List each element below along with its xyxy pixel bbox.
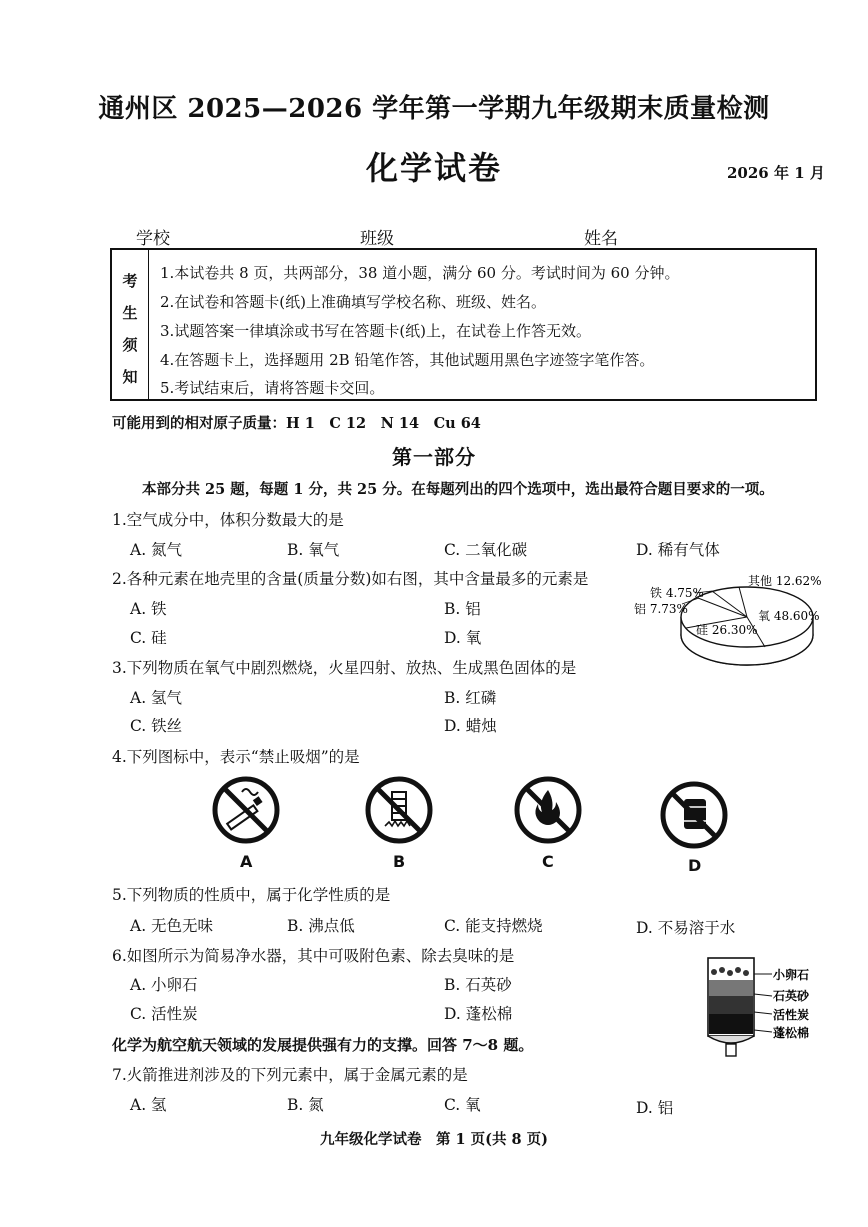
pie-label-iron: 铁 4.75% [650,586,704,600]
no-open-flame-sign-icon[interactable] [514,776,582,844]
q7-option-c[interactable]: C. 氧 [444,1096,481,1114]
exam-subtitle: 化学试卷 [365,149,502,187]
no-smoking-sign-icon[interactable] [212,776,280,844]
question-4-stem: 4.下列图标中，表示“禁止吸烟”的是 [112,748,360,766]
q4-option-b[interactable]: B [393,852,406,871]
q6-option-b[interactable]: B. 石英砂 [444,976,512,994]
question-3-stem: 3.下列物质在氧气中剧烈燃烧，火星四射、放热、生成黑色固体的是 [112,659,577,677]
exam-title: 通州区 2025—2026 学年第一学期九年级期末质量检测 [98,94,770,124]
page-footer: 九年级化学试卷 第 1 页(共 8 页) [319,1131,549,1148]
q4-option-d[interactable]: D [688,856,702,875]
filter-label-activated-carbon: 活性炭 [773,1008,810,1022]
name-line [620,230,788,249]
school-label: 学校 [136,229,170,249]
q6-option-d[interactable]: D. 蓬松棉 [444,1005,513,1023]
school-field[interactable] [136,224,342,249]
notice-box [110,248,817,401]
notice-side-char: 生 [122,304,138,322]
q7-option-d[interactable]: D. 铝 [636,1099,674,1117]
question-5-stem: 5.下列物质的性质中，属于化学性质的是 [112,886,391,904]
q4-option-a[interactable]: A [240,852,253,871]
filter-label-quartz-sand: 石英砂 [773,989,810,1003]
notice-item: 4.在答题卡上，选择题用 2B 铅笔作答，其他试题用黑色字迹签字笔作答。 [160,351,655,369]
q5-option-a[interactable]: A. 无色无味 [130,917,214,935]
notice-item: 5.考试结束后，请将答题卡交回。 [160,379,385,397]
q1-option-d[interactable]: D. 稀有气体 [636,541,720,559]
pie-label-silicon: 硅 26.30% [696,623,758,637]
question-7-stem: 7.火箭推进剂涉及的下列元素中，属于金属元素的是 [112,1066,468,1084]
name-label: 姓名 [584,229,618,249]
part-description: 本部分共 25 题，每题 1 分，共 25 分。在每题列出的四个选项中，选出最符合题目要求的一项。 [142,481,774,498]
q3-option-a[interactable]: A. 氢气 [130,689,183,707]
q6-option-c[interactable]: C. 活性炭 [130,1005,198,1023]
exam-date: 2026 年 1 月 [727,164,825,182]
notice-item: 2.在试卷和答题卡(纸)上准确填写学校名称、班级、姓名。 [160,293,547,311]
q1-option-c[interactable]: C. 二氧化碳 [444,541,528,559]
q1-option-b[interactable]: B. 氧气 [287,541,340,559]
filter-label-cotton: 蓬松棉 [773,1026,810,1040]
pie-label-other: 其他 12.62% [748,574,822,588]
no-fireworks-sign-icon[interactable] [365,776,433,844]
notice-side-char: 须 [122,336,138,354]
intro-7-8: 化学为航空航天领域的发展提供强有力的支撑。回答 7～8 题。 [112,1036,534,1054]
q5-option-c[interactable]: C. 能支持燃烧 [444,917,543,935]
no-barrel-sign-icon[interactable] [660,781,728,849]
atomic-masses: 可能用到的相对原子质量：H 1 C 12 N 14 Cu 64 [112,415,481,432]
q3-option-d[interactable]: D. 蜡烛 [444,717,497,735]
part-title: 第一部分 [392,445,476,469]
q2-option-a[interactable]: A. 铁 [130,600,167,618]
q4-option-c[interactable]: C [542,852,554,871]
class-line [396,230,566,249]
pie-label-oxygen: 氧 48.60% [758,609,820,623]
q2-option-b[interactable]: B. 铝 [444,600,481,618]
name-field[interactable] [584,224,788,249]
notice-side-char: 考 [122,272,138,290]
class-label: 班级 [360,229,394,249]
class-field[interactable] [360,224,566,249]
notice-side-char: 知 [122,368,138,386]
q5-option-b[interactable]: B. 沸点低 [287,917,355,935]
water-filter-diagram [700,952,850,1062]
notice-item: 3.试题答案一律填涂或书写在答题卡(纸)上，在试卷上作答无效。 [160,322,592,340]
q2-option-c[interactable]: C. 硅 [130,629,167,647]
school-line [172,230,342,249]
question-2-stem: 2.各种元素在地壳里的含量(质量分数)如右图，其中含量最多的元素是 [112,570,589,588]
filter-label-pebbles: 小卵石 [773,968,810,982]
q7-option-a[interactable]: A. 氢 [130,1096,167,1114]
q7-option-b[interactable]: B. 氮 [287,1096,324,1114]
question-1-stem: 1.空气成分中，体积分数最大的是 [112,511,344,529]
q2-option-d[interactable]: D. 氧 [444,629,482,647]
q5-option-d[interactable]: D. 不易溶于水 [636,919,736,937]
notice-side-label [112,250,149,399]
pie-label-aluminum: 铝 7.73% [634,602,688,616]
q1-option-a[interactable]: A. 氮气 [130,541,183,559]
crust-element-pie-chart [620,565,850,685]
question-6-stem: 6.如图所示为简易净水器，其中可吸附色素、除去臭味的是 [112,947,515,965]
q3-option-c[interactable]: C. 铁丝 [130,717,183,735]
q3-option-b[interactable]: B. 红磷 [444,689,497,707]
notice-item: 1.本试卷共 8 页，共两部分，38 道小题，满分 60 分。考试时间为 60 分钟。 [160,264,680,282]
q6-option-a[interactable]: A. 小卵石 [130,976,198,994]
